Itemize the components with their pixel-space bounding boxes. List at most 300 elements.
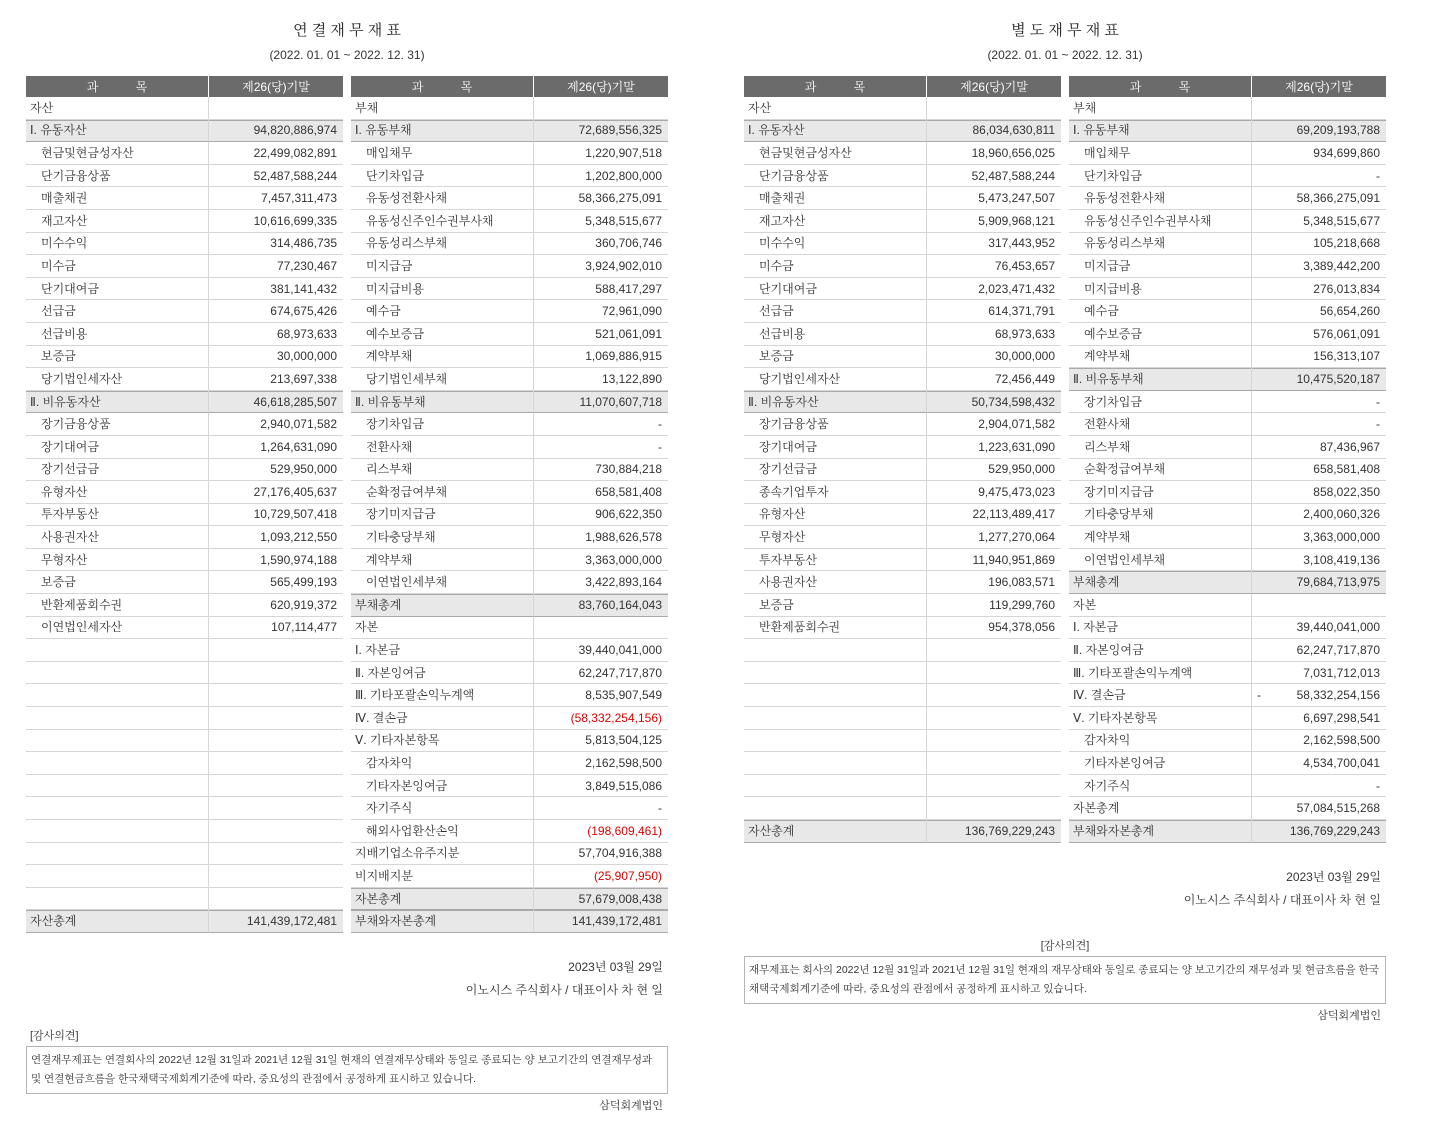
- amount: [534, 820, 668, 843]
- column-gap: [343, 187, 351, 210]
- account-name: 기타충당부채: [1069, 504, 1252, 527]
- table-row: [744, 459, 1386, 482]
- table-row: [744, 481, 1386, 504]
- account-name: 예수보증금: [1069, 323, 1252, 346]
- empty-cell: [26, 730, 209, 753]
- account-name: 장기미지급금: [1069, 481, 1252, 504]
- account-name: 선급비용: [26, 323, 209, 346]
- amount-value: 1,220,907,518: [585, 145, 662, 160]
- amount-value: 72,456,449: [994, 371, 1055, 386]
- amount-value: 87,436,967: [1319, 439, 1380, 454]
- amount-value: 10,729,507,418: [253, 507, 337, 522]
- amount-value: 30,000,000: [994, 349, 1055, 364]
- account-name: 유동성신주인수권부사채: [351, 210, 534, 233]
- amount-value: -: [1376, 394, 1380, 409]
- amount: [534, 594, 668, 617]
- account-name: 부채총계: [351, 594, 534, 617]
- account-name: 단기대여금: [26, 278, 209, 301]
- amount-value: 105,218,668: [1313, 236, 1380, 251]
- table-row: [26, 97, 668, 120]
- statement-period: (2022. 01. 01 ~ 2022. 12. 31): [269, 48, 425, 62]
- column-gap: [1061, 278, 1069, 301]
- amount: [1252, 504, 1386, 527]
- table-row: [26, 594, 668, 617]
- amount-value: 11,940,951,869: [972, 552, 1055, 567]
- amount-value: 2,023,471,432: [978, 281, 1055, 296]
- table-row: [744, 639, 1386, 662]
- account-name: 자기주식: [1069, 775, 1252, 798]
- amount: [209, 346, 343, 369]
- amount-value: 858,022,350: [1313, 484, 1380, 499]
- account-name: 무형자산: [26, 549, 209, 572]
- account-name: 순확정급여부채: [351, 481, 534, 504]
- amount-value: 72,689,556,325: [578, 123, 662, 138]
- account-name: 부채: [351, 97, 534, 120]
- column-gap: [343, 752, 351, 775]
- amount: [927, 820, 1061, 843]
- account-name: 장기대여금: [744, 436, 927, 459]
- amount-value: 62,247,717,870: [578, 665, 662, 680]
- column-gap: [343, 391, 351, 414]
- amount: [209, 504, 343, 527]
- column-gap: [343, 142, 351, 165]
- account-column-header: 과 목: [1069, 76, 1252, 97]
- empty-cell: [1252, 97, 1386, 120]
- table-row: [26, 571, 668, 594]
- amount-value: 119,299,760: [989, 597, 1055, 612]
- amount-value: 614,371,791: [988, 304, 1055, 319]
- amount-value: 2,162,598,500: [585, 756, 662, 771]
- table-row: [26, 391, 668, 414]
- balance-sheet-table: [744, 76, 1386, 843]
- amount-value: 11,070,607,718: [579, 394, 662, 409]
- amount: [209, 391, 343, 414]
- amount: [927, 413, 1061, 436]
- column-gap: [1061, 571, 1069, 594]
- column-gap: [343, 730, 351, 753]
- account-name: 계약부채: [1069, 346, 1252, 369]
- amount: [534, 571, 668, 594]
- account-name: 유형자산: [26, 481, 209, 504]
- amount: [534, 278, 668, 301]
- amount: [1252, 820, 1386, 843]
- amount: [209, 165, 343, 188]
- table-row: [26, 210, 668, 233]
- amount-value: 1,223,631,090: [978, 439, 1055, 454]
- amount: [1252, 571, 1386, 594]
- table-row: [744, 526, 1386, 549]
- account-name: 단기금융상품: [744, 165, 927, 188]
- amount-value: 136,769,229,243: [964, 823, 1055, 838]
- amount-value: 58,332,254,156: [1296, 688, 1380, 703]
- account-name: 유동성리스부채: [351, 233, 534, 256]
- account-name: 이연법인세부채: [351, 571, 534, 594]
- account-name: Ⅱ. 자본잉여금: [1069, 639, 1252, 662]
- column-gap: [343, 120, 351, 143]
- table-row: [744, 775, 1386, 798]
- table-row: [26, 843, 668, 866]
- amount-value: 5,473,247,507: [978, 191, 1055, 206]
- amount: [534, 888, 668, 911]
- amount: [927, 549, 1061, 572]
- amount-value: 3,422,893,164: [585, 575, 662, 590]
- account-name: 지배기업소유주지분: [351, 843, 534, 866]
- empty-cell: [209, 730, 343, 753]
- column-gap: [343, 707, 351, 730]
- amount: [534, 368, 668, 391]
- amount-value: 39,440,041,000: [578, 643, 662, 658]
- table-row: [26, 752, 668, 775]
- table-row: [26, 549, 668, 572]
- account-name: Ⅲ. 기타포괄손익누계액: [1069, 662, 1252, 685]
- table-row: [744, 187, 1386, 210]
- empty-cell: [209, 752, 343, 775]
- amount-value: 658,581,408: [1313, 462, 1380, 477]
- table-row: [744, 730, 1386, 753]
- account-name: 투자부동산: [744, 549, 927, 572]
- account-name: 리스부채: [351, 459, 534, 482]
- empty-cell: [1252, 594, 1386, 617]
- amount: [209, 459, 343, 482]
- amount: [209, 481, 343, 504]
- account-name: Ⅳ. 결손금: [351, 707, 534, 730]
- amount: [927, 436, 1061, 459]
- account-name: 선급비용: [744, 323, 927, 346]
- amount-value: 2,940,071,582: [260, 417, 337, 432]
- amount: [1252, 323, 1386, 346]
- amount-value: 13,122,890: [601, 371, 662, 386]
- empty-cell: [927, 684, 1061, 707]
- account-name: Ⅰ. 자본금: [1069, 617, 1252, 640]
- table-row: [26, 865, 668, 888]
- amount-value: 730,884,218: [595, 462, 662, 477]
- column-gap: [1061, 820, 1069, 843]
- amount: [927, 187, 1061, 210]
- amount-value: -: [658, 801, 662, 816]
- table-row: [744, 391, 1386, 414]
- table-row: [26, 187, 668, 210]
- account-name: 자본총계: [1069, 797, 1252, 820]
- column-gap: [1061, 684, 1069, 707]
- amount: [209, 278, 343, 301]
- amount-value: 57,084,515,268: [1296, 801, 1380, 816]
- account-name: 미지급금: [1069, 255, 1252, 278]
- amount-value: 141,439,172,481: [246, 914, 337, 929]
- amount-value: 213,697,338: [270, 371, 337, 386]
- table-row: [26, 346, 668, 369]
- account-name: 장기대여금: [26, 436, 209, 459]
- amount: [534, 300, 668, 323]
- amount-value: 136,769,229,243: [1289, 823, 1380, 838]
- empty-cell: [927, 775, 1061, 798]
- amount-value: -: [1376, 778, 1380, 793]
- empty-cell: [26, 775, 209, 798]
- account-name: 전환사채: [1069, 413, 1252, 436]
- account-name: 종속기업투자: [744, 481, 927, 504]
- amount: [534, 120, 668, 143]
- empty-cell: [744, 707, 927, 730]
- account-name: 계약부채: [351, 549, 534, 572]
- amount: [927, 210, 1061, 233]
- company-signature: 이노시스 주식회사 / 대표이사 차 현 일: [465, 982, 663, 997]
- amount-value: 10,475,520,187: [1296, 371, 1380, 386]
- column-gap: [343, 323, 351, 346]
- amount-value: 2,904,071,582: [978, 417, 1055, 432]
- account-name: 미지급금: [351, 255, 534, 278]
- account-name: 장기미지급금: [351, 504, 534, 527]
- amount-value: 50,734,598,432: [971, 394, 1055, 409]
- column-gap: [343, 797, 351, 820]
- column-gap: [343, 76, 351, 97]
- amount: [927, 571, 1061, 594]
- empty-cell: [744, 684, 927, 707]
- table-row: [26, 233, 668, 256]
- account-name: 미지급비용: [351, 278, 534, 301]
- amount-column-header: 제26(당)기말: [1252, 76, 1386, 97]
- account-name: 비지배지분: [351, 865, 534, 888]
- amount: [1252, 120, 1386, 143]
- amount-value: 3,108,419,136: [1303, 552, 1380, 567]
- column-gap: [343, 436, 351, 459]
- amount: [1252, 526, 1386, 549]
- table-row: [744, 413, 1386, 436]
- amount: [209, 549, 343, 572]
- amount: [209, 187, 343, 210]
- amount: [534, 323, 668, 346]
- empty-cell: [26, 820, 209, 843]
- amount-value: 1,093,212,550: [260, 530, 337, 545]
- column-gap: [343, 210, 351, 233]
- amount: [209, 368, 343, 391]
- account-name: 재고자산: [744, 210, 927, 233]
- amount-value: 72,961,090: [601, 304, 662, 319]
- amount: [534, 865, 668, 888]
- table-row: [26, 481, 668, 504]
- amount: [927, 391, 1061, 414]
- account-name: 반환제품회수권: [744, 617, 927, 640]
- column-gap: [343, 368, 351, 391]
- empty-cell: [927, 797, 1061, 820]
- table-row: [26, 120, 668, 143]
- account-name: 이연법인세자산: [26, 617, 209, 640]
- account-name: Ⅰ. 유동자산: [744, 120, 927, 143]
- amount: [927, 120, 1061, 143]
- amount-value: 3,363,000,000: [1303, 530, 1380, 545]
- amount: [927, 233, 1061, 256]
- amount-value: 56,654,260: [1319, 304, 1380, 319]
- column-gap: [1061, 436, 1069, 459]
- amount-value: 3,849,515,086: [585, 778, 662, 793]
- account-name: Ⅲ. 기타포괄손익누계액: [351, 684, 534, 707]
- amount-value: 9,475,473,023: [978, 484, 1055, 499]
- column-gap: [343, 413, 351, 436]
- column-gap: [343, 775, 351, 798]
- amount-value: (58,332,254,156): [570, 710, 662, 725]
- amount-value: 5,813,504,125: [585, 733, 662, 748]
- table-row: [26, 707, 668, 730]
- amount-value: 5,348,515,677: [1303, 213, 1380, 228]
- account-name: 현금및현금성자산: [26, 142, 209, 165]
- amount-column-header: 제26(당)기말: [534, 76, 668, 97]
- column-gap: [343, 571, 351, 594]
- column-gap: [343, 888, 351, 911]
- amount-value: 381,141,432: [270, 281, 337, 296]
- account-name: 매출채권: [26, 187, 209, 210]
- table-row: [26, 278, 668, 301]
- account-name: 자본총계: [351, 888, 534, 911]
- table-row: [744, 300, 1386, 323]
- amount-value: 86,034,630,811: [972, 123, 1055, 138]
- amount-value: 1,202,800,000: [585, 168, 662, 183]
- account-name: Ⅱ. 비유동부채: [1069, 368, 1252, 391]
- amount: [927, 526, 1061, 549]
- amount-value: 276,013,834: [1313, 281, 1380, 296]
- amount-value: 529,950,000: [270, 462, 337, 477]
- empty-cell: [927, 752, 1061, 775]
- auditor-name: 삼덕회계법인: [599, 1099, 663, 1112]
- account-name: 자산총계: [744, 820, 927, 843]
- table-row: [26, 662, 668, 685]
- amount: [1252, 549, 1386, 572]
- amount-value: 62,247,717,870: [1296, 643, 1380, 658]
- separate-statement-panel: [744, 0, 1386, 1024]
- account-name: 예수금: [1069, 300, 1252, 323]
- amount: [1252, 210, 1386, 233]
- empty-cell: [744, 730, 927, 753]
- table-row: [26, 797, 668, 820]
- amount-value: 107,114,477: [271, 620, 337, 635]
- amount-value: 18,960,656,025: [971, 145, 1055, 160]
- account-name: 미수수익: [744, 233, 927, 256]
- amount-value: 934,699,860: [1313, 145, 1380, 160]
- amount-value: 22,113,489,417: [972, 507, 1055, 522]
- amount-value: 3,924,902,010: [585, 258, 662, 273]
- table-row: [744, 255, 1386, 278]
- empty-cell: [209, 888, 343, 911]
- amount-value: 52,487,588,244: [253, 168, 337, 183]
- amount-value: 156,313,107: [1313, 349, 1380, 364]
- column-gap: [1061, 368, 1069, 391]
- account-name: 유동성신주인수권부사채: [1069, 210, 1252, 233]
- account-name: 자산: [26, 97, 209, 120]
- column-gap: [1061, 210, 1069, 233]
- amount-value: 77,230,467: [276, 258, 337, 273]
- account-name: 감자차익: [351, 752, 534, 775]
- account-name: 예수보증금: [351, 323, 534, 346]
- amount-value: 39,440,041,000: [1296, 620, 1380, 635]
- amount: [1252, 617, 1386, 640]
- account-name: 유형자산: [744, 504, 927, 527]
- amount: [1252, 300, 1386, 323]
- column-gap: [1061, 233, 1069, 256]
- table-row: [744, 617, 1386, 640]
- audit-opinion-text: 재무제표는 회사의 2022년 12월 31일과 2021년 12월 31일 현재의 재무상태와 동일로 종료되는 양 보고기간의 재무성과 및 현금흐름을 한국채택국제회계기준에 따라, 중요성의 관점에서 공정하게 표시하고 있습니다.: [744, 956, 1386, 1004]
- amount-value: 3,389,442,200: [1303, 258, 1380, 273]
- account-name: 사용권자산: [26, 526, 209, 549]
- amount: [927, 594, 1061, 617]
- account-name: 장기차입금: [351, 413, 534, 436]
- column-gap: [1061, 346, 1069, 369]
- amount-value: 22,499,082,891: [253, 145, 337, 160]
- column-gap: [343, 843, 351, 866]
- audit-opinion-text: 연결재무제표는 연결회사의 2022년 12월 31일과 2021년 12월 31일 현재의 연결재무상태와 동일로 종료되는 양 보고기간의 연결재무성과 및 연결현금흐름을 한국채택국제회계기준에 따라, 중요성의 관점에서 공정하게 표시하고 있습니다.: [26, 1046, 668, 1094]
- amount: [1252, 391, 1386, 414]
- table-row: [26, 775, 668, 798]
- column-gap: [1061, 730, 1069, 753]
- empty-cell: [744, 752, 927, 775]
- empty-cell: [209, 797, 343, 820]
- amount-value: 620,919,372: [270, 597, 337, 612]
- amount: [927, 165, 1061, 188]
- account-name: 기타충당부채: [351, 526, 534, 549]
- amount: [534, 233, 668, 256]
- column-gap: [343, 684, 351, 707]
- account-name: 계약부채: [351, 346, 534, 369]
- amount: [534, 526, 668, 549]
- column-gap: [1061, 707, 1069, 730]
- amount: [1252, 459, 1386, 482]
- account-name: 선급금: [26, 300, 209, 323]
- table-row: [26, 323, 668, 346]
- account-name: 보증금: [26, 346, 209, 369]
- table-row: [744, 165, 1386, 188]
- column-gap: [1061, 526, 1069, 549]
- amount-value: 1,264,631,090: [260, 439, 337, 454]
- amount-value: 1,277,270,064: [978, 530, 1055, 545]
- account-name: 부채와자본총계: [351, 910, 534, 933]
- amount: [1252, 436, 1386, 459]
- amount: [1252, 165, 1386, 188]
- report-date: 2023년 03월 29일: [568, 959, 663, 974]
- table-row: [26, 730, 668, 753]
- account-name: 해외사업환산손익: [351, 820, 534, 843]
- table-row: [26, 459, 668, 482]
- column-gap: [343, 481, 351, 504]
- table-row: [26, 820, 668, 843]
- column-gap: [343, 346, 351, 369]
- amount-value: 10,616,699,335: [253, 213, 337, 228]
- table-row: [26, 142, 668, 165]
- table-row: [744, 233, 1386, 256]
- account-name: 현금및현금성자산: [744, 142, 927, 165]
- table-row: [744, 323, 1386, 346]
- amount-value: 58,366,275,091: [578, 191, 662, 206]
- amount: [1252, 775, 1386, 798]
- amount: [209, 255, 343, 278]
- amount-value: 57,679,008,438: [578, 891, 662, 906]
- amount: [927, 368, 1061, 391]
- amount: [1252, 187, 1386, 210]
- table-row: [744, 436, 1386, 459]
- account-name: 자본: [1069, 594, 1252, 617]
- amount-value: 7,457,311,473: [261, 191, 337, 206]
- amount-column-header: 제26(당)기말: [927, 76, 1061, 97]
- amount: [1252, 752, 1386, 775]
- table-row: [744, 142, 1386, 165]
- amount: [927, 459, 1061, 482]
- amount: [927, 346, 1061, 369]
- empty-cell: [26, 888, 209, 911]
- account-name: 장기선급금: [744, 459, 927, 482]
- amount-value: 2,400,060,326: [1303, 507, 1380, 522]
- table-row: [26, 413, 668, 436]
- amount: [927, 255, 1061, 278]
- amount-value: 521,061,091: [595, 326, 662, 341]
- amount: [927, 278, 1061, 301]
- table-row: [744, 594, 1386, 617]
- column-gap: [343, 820, 351, 843]
- empty-cell: [26, 865, 209, 888]
